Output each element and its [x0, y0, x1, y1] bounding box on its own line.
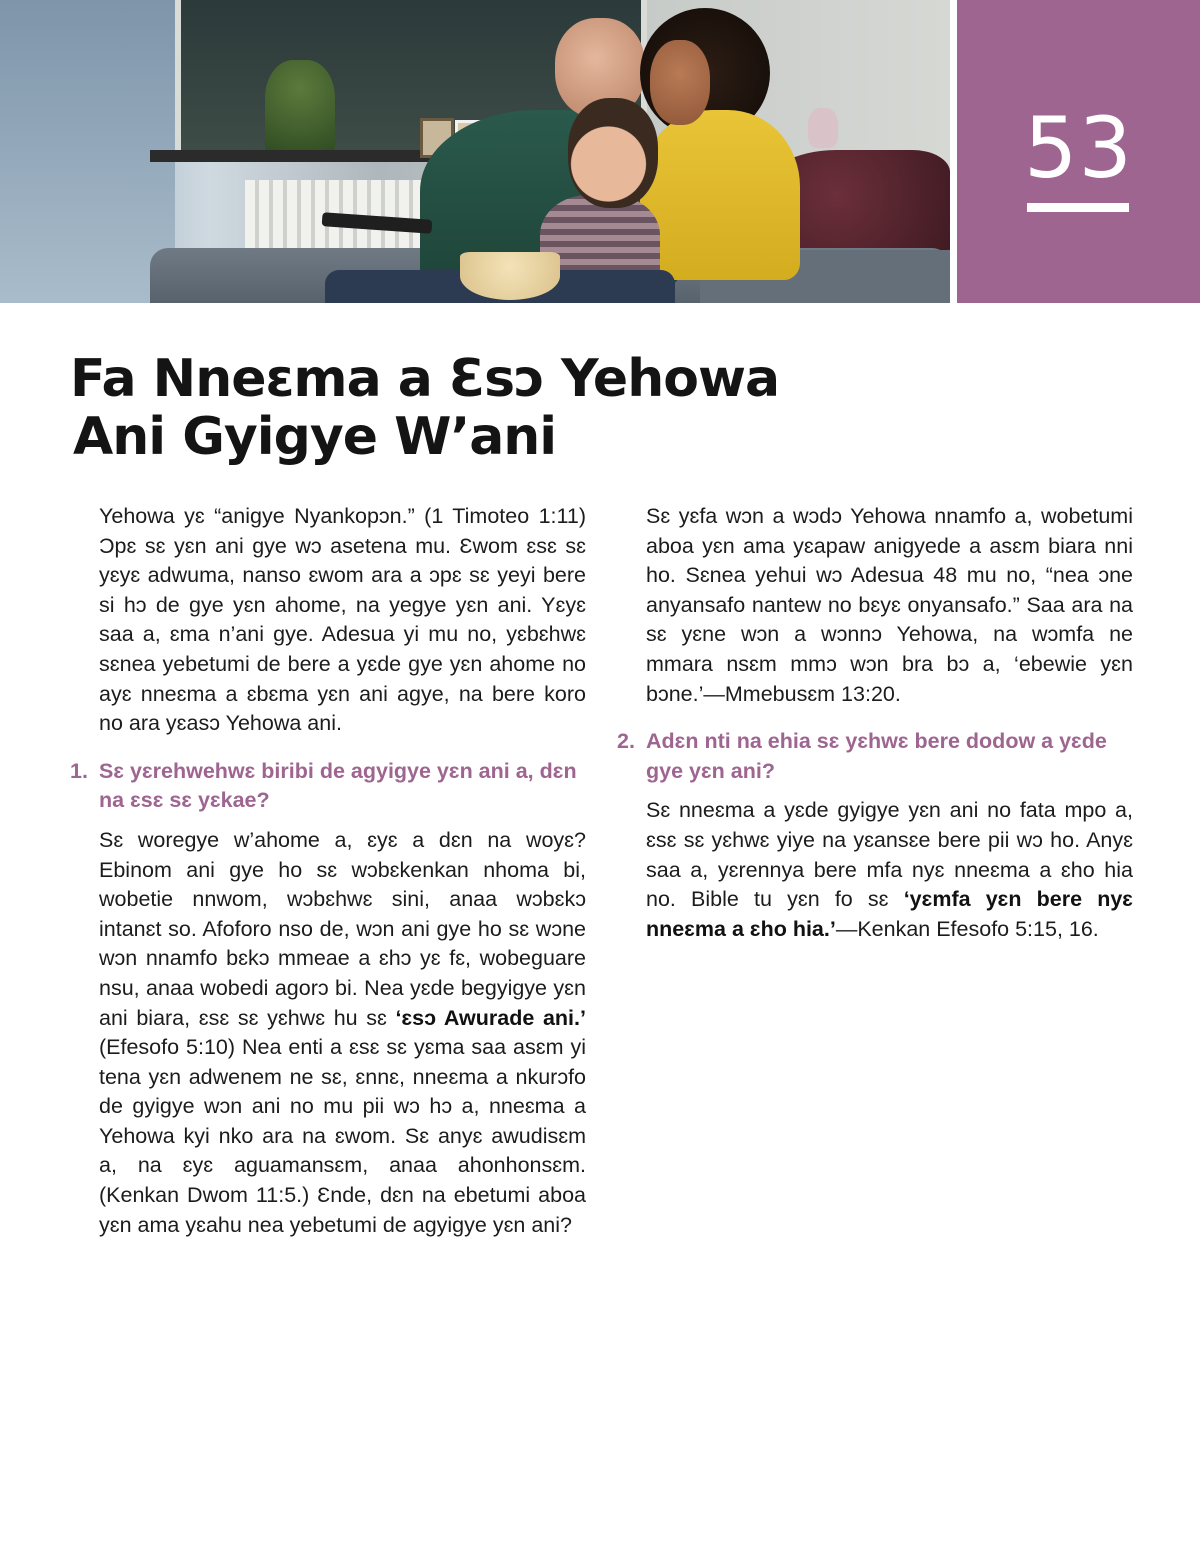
section-1-continued-paragraph: Sɛ yɛfa wɔn a wɔdɔ Yehowa nnamfo a, wobetumi aboa yɛn ama yɛapaw anigyede a asɛm biara nni ho. Sɛnea yehui wɔ Adesua 48 mu no, “nea ɔne anyansafo nantew no bɛyɛ onyansafo.” Saa ara na sɛ yɛne wɔn a wɔnnɔ Yehowa, na wɔmfa ne mmara nsɛm mmɔ wɔn bra bɔ a, ‘ebewie yɛn bɔne.’—Mmebusɛm 13:20.	[646, 504, 1133, 706]
lesson-number-block	[957, 0, 1200, 303]
section-1-text-b: (Efesofo 5:10) Nea enti a ɛsɛ sɛ yɛma saa asɛm yi tena yɛn adwenem ne sɛ, ɛnnɛ, nneɛma a nkurɔfo de gyigye wɔn ani no mu pii wɔ hɔ a, nneɛma a Yehowa kyi nko ara na ɛwom. Sɛ anyɛ awudisɛm a, na ɛyɛ aguamansɛm, anaa ahonhonsɛm. (Kenkan Dwom 11:5.) Ɛnde, dɛn na ebetumi aboa yɛn ama yɛahu nea yebetumi de agyigye yɛn ani?	[99, 1035, 586, 1237]
section-2-text-a: Sɛ nneɛma a yɛde gyigye yɛn ani no fata mpo a, ɛsɛ sɛ yɛhwɛ yiye na yɛansɛe bere pii wɔ ho. Anyɛ saa a, yɛrennya bere mfa nyɛ nneɛma a ɛho hia no. Bible tu yɛn fo sɛ	[646, 798, 1133, 912]
section-1-text-a: Sɛ woregye w’ahome a, ɛyɛ a dɛn na woyɛ? Ebinom ani gye ho sɛ wɔbɛkenkan nhoma bi, wobetie nnwom, wɔbɛhwɛ sini, anaa wɔbɛkɔ intanɛt so. Afoforo nso de, wɔn ani gye ho sɛ wɔne wɔn nnamfo bɛkɔ mmeae a ɛhɔ yɛ fɛ, wobeguare nsu, anaa wobedi agorɔ bi. Nea yɛde begyigye yɛn ani biara, ɛsɛ sɛ yɛhwɛ hu sɛ	[99, 827, 586, 1030]
girl-head	[568, 98, 658, 208]
lesson-number-underline	[1027, 203, 1129, 212]
section-2-paragraph	[617, 796, 1133, 944]
section-2-text-b: —Kenkan Efesofo 5:15, 16.	[835, 916, 1099, 941]
title-line-1: Fa Nneɛma a Ɛsɔ Yehowa	[70, 349, 780, 409]
section-1-paragraph	[70, 826, 586, 1240]
woman-face	[650, 40, 710, 125]
page-title	[70, 350, 790, 466]
lesson-number: 53	[1024, 99, 1133, 197]
woman-figure	[640, 110, 800, 280]
left-column	[70, 502, 586, 1240]
section-2-question: Adɛn nti na ehia sɛ yɛhwɛ bere dodow a yɛde gye yɛn ani?	[646, 729, 1107, 783]
section-1-number: 1.	[70, 758, 88, 783]
house-plant	[265, 60, 335, 155]
title-line-2: Ani Gyigye W’ani	[73, 407, 557, 467]
right-column	[617, 502, 1133, 944]
section-2-scripture-quote: ‘yɛmfa yɛn bere nyɛ nneɛma a ɛho hia.’	[646, 887, 1133, 941]
wall-panel	[0, 0, 175, 303]
vase	[808, 108, 838, 148]
section-1-heading	[70, 757, 586, 816]
intro-paragraph: Yehowa yɛ “anigye Nyankopɔn.” (1 Timoteo 1:11) Ɔpɛ sɛ yɛn ani gye wɔ asetena mu. Ɛwom ɛsɛ sɛ yɛyɛ adwuma, nanso ɛwom ara a ɔpɛ sɛ yeyi bere si hɔ de gye yɛn ahome, na yegye yɛn ani. Yɛyɛ saa a, ɛma n’ani gye. Adesua yi mu no, yɛbɛhwɛ sɛnea yebetumi de bere a yɛde gye yɛn ahome no ayɛ nneɛma a ɛbɛma yɛn ani agye, na bere koro no ara yɛasɔ Yehowa ani.	[99, 504, 586, 736]
section-2-heading	[617, 727, 1133, 786]
header-photo	[0, 0, 950, 303]
section-1-scripture-quote: ‘ɛsɔ Awurade ani.’	[395, 1005, 586, 1030]
section-1-question: Sɛ yɛrehwehwɛ biribi de agyigye yɛn ani a, dɛn na ɛsɛ sɛ yɛkae?	[99, 758, 577, 813]
section-2-number: 2.	[617, 729, 635, 754]
popcorn-bowl	[460, 252, 560, 300]
